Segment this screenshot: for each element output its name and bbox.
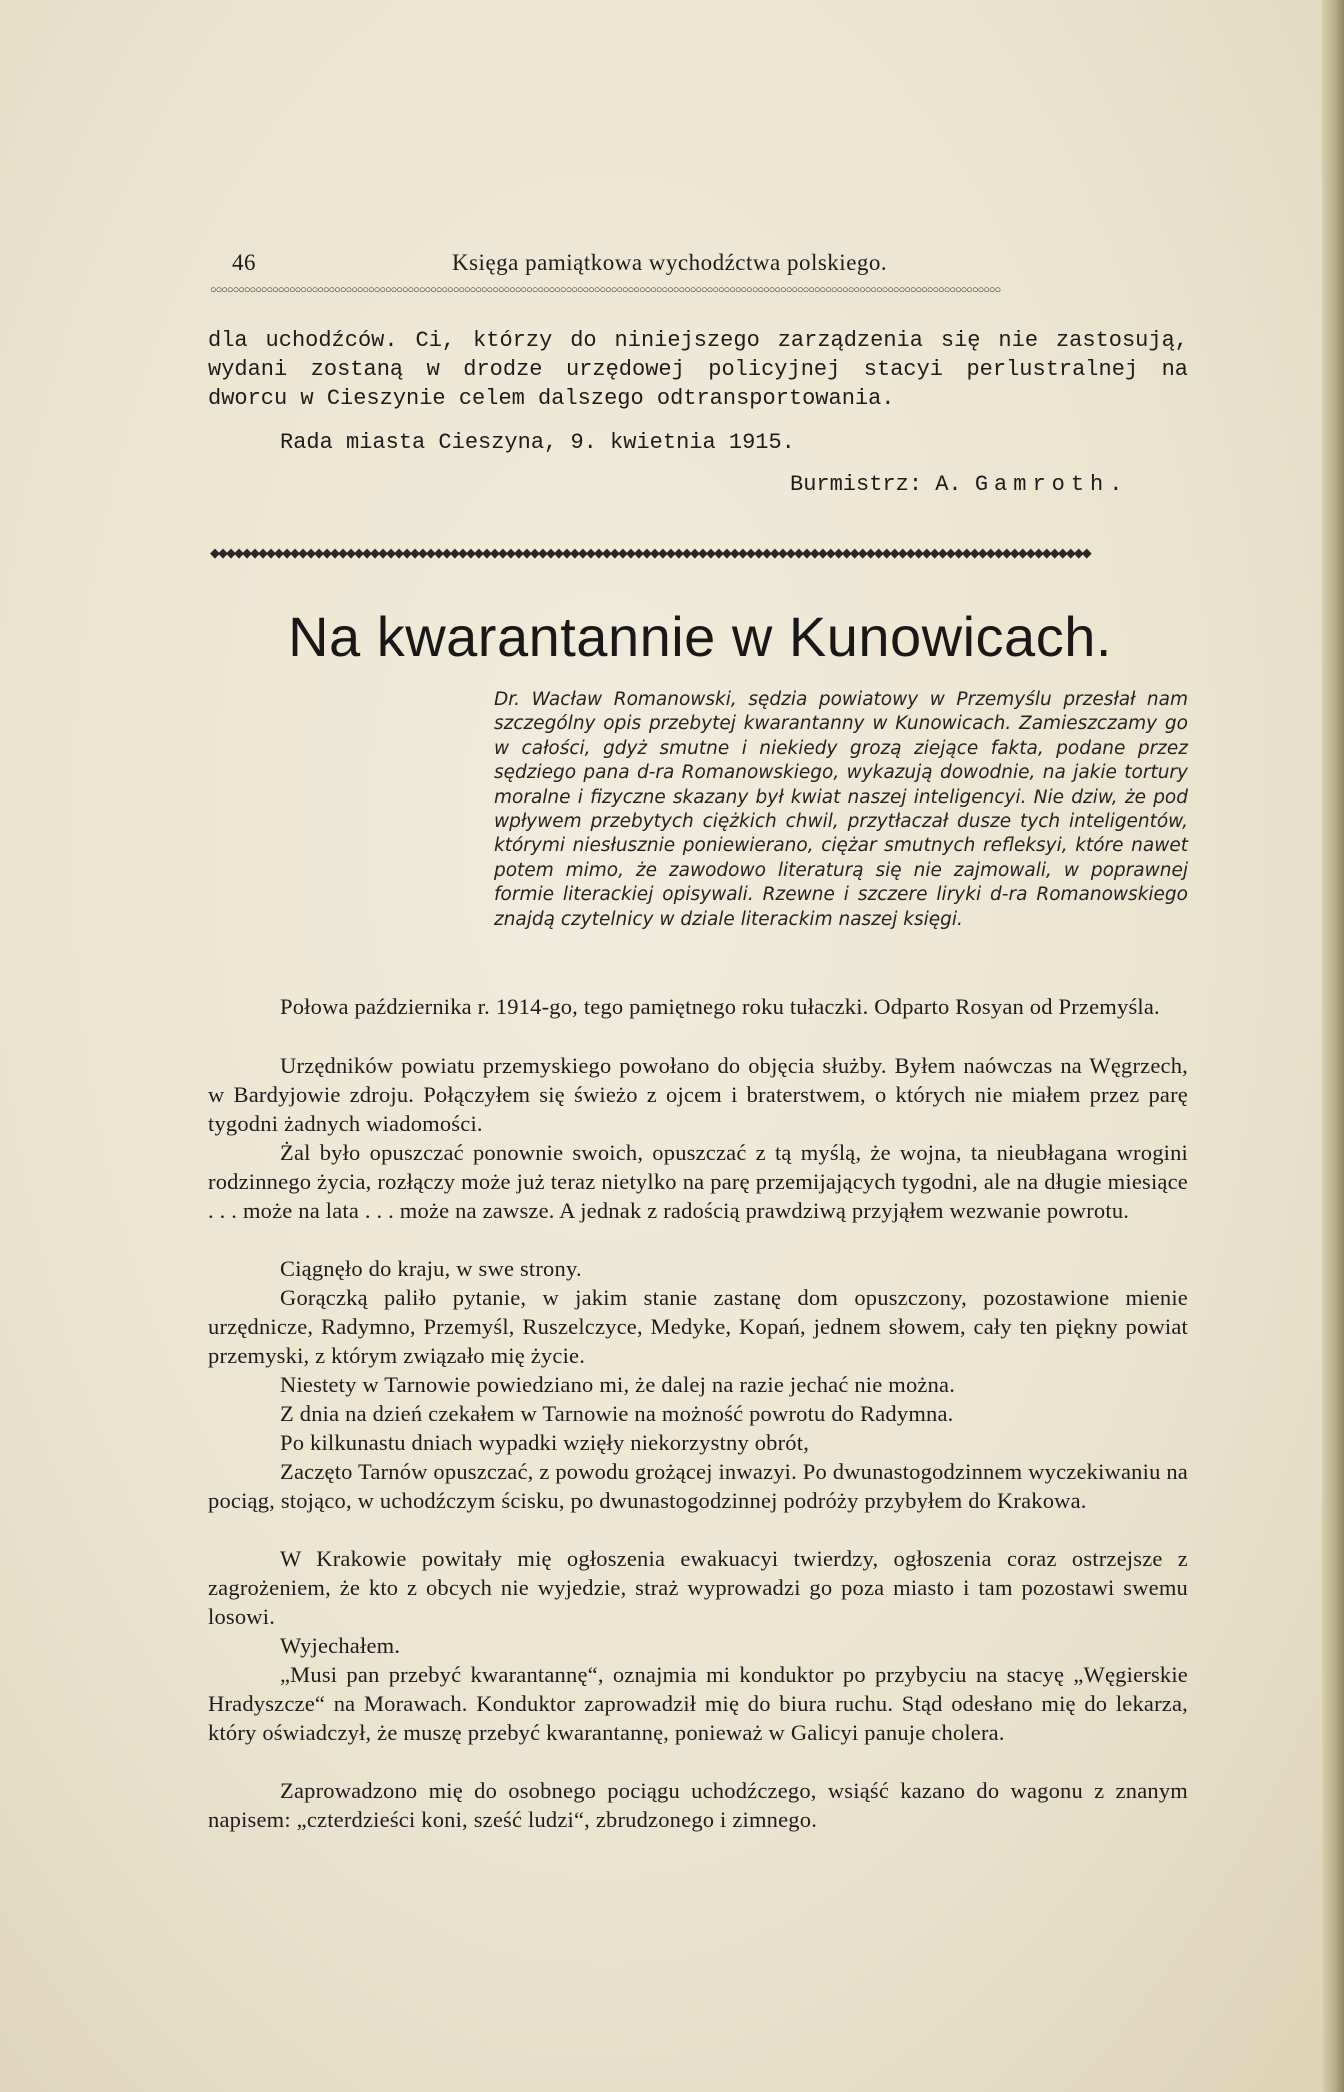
- mayor-signature: [790, 472, 1128, 497]
- body-paragraph: Połowa października r. 1914-go, tego pamiętnego roku tułaczki. Odparto Rosyan od Przemyśla.: [280, 994, 1160, 1019]
- running-title: Księga pamiątkowa wychodźctwa polskiego.: [452, 250, 888, 275]
- body-paragraph: Po kilkunastu dniach wypadki wzięły niekorzystny obrót,: [280, 1430, 810, 1455]
- body-paragraph: W Krakowie powitały mię ogłoszenia ewakuacyi twierdzy, ogłoszenia coraz ostrzejsze z zagrożeniem, że kto z obcych nie wyjedzie, straż wyprowadzi go poza miasto i tam pozostawi swemu losowi.: [208, 1546, 1188, 1630]
- article-title: Na kwarantannie w Kunowicach.: [288, 605, 1112, 668]
- body-paragraph: Z dnia na dzień czekałem w Tarnowie na możność powrotu do Radymna.: [280, 1401, 954, 1426]
- page-header: [232, 248, 1186, 282]
- body-paragraph: Żal było opuszczać ponownie swoich, opuszczać z tą myślą, że wojna, ta nieubłagana wrogini rodzinnego życia, rozłączy może już teraz nietylko na parę przemijających tygodni, ale na długie miesiące . . . może na lata . . . może na zawsze. A jednak z radością prawdziwą przyjąłem wezwanie powrotu.: [208, 1140, 1188, 1224]
- section-divider-rule: ◆◆◆◆◆◆◆◆◆◆◆◆◆◆◆◆◆◆◆◆◆◆◆◆◆◆◆◆◆◆◆◆◆◆◆◆◆◆◆◆◆◆◆◆◆◆◆◆◆◆◆◆◆◆◆◆◆◆◆◆◆◆◆◆◆◆◆◆◆◆◆◆◆◆◆◆◆◆◆◆◆◆◆◆◆◆◆◆◆◆◆◆◆◆◆◆◆◆◆◆◆◆◆◆◆◆◆◆◆◆: [210, 545, 1090, 560]
- council-line: Rada miasta Cieszyna, 9. kwietnia 1915.: [280, 430, 795, 455]
- body-paragraph: Niestety w Tarnowie powiedziano mi, że dalej na razie jechać nie można.: [280, 1372, 956, 1397]
- page-number: 46: [232, 250, 256, 275]
- body-paragraph: Gorączką paliło pytanie, w jakim stanie zastanę dom opuszczony, pozostawione mienie urzędnicze, Radymno, Przemyśl, Ruszelczyce, Medyke, Kopań, jednem słowem, cały ten piękny powiat przemyski, z którym związało mię życie.: [208, 1285, 1188, 1369]
- signature-label: Burmistrz: A.: [790, 472, 962, 497]
- signature-name: Gamroth.: [974, 472, 1129, 497]
- body-paragraph: Urzędników powiatu przemyskiego powołano do objęcia służby. Byłem naówczas na Węgrzech, w Bardyjowie zdroju. Połączyłem się świeżo z ojcem i braterstwem, o których nie miałem przez parę tygodni żadnych wiadomości.: [208, 1053, 1188, 1137]
- body-paragraph: „Musi pan przebyć kwarantannę“, oznajmia mi konduktor po przybyciu na stacyę „Węgierskie Hradyszcze“ na Morawach. Konduktor zaprowadził mię do biura ruchu. Stąd odesłano mię do lekarza, który oświadczył, że muszę przebyć kwarantannę, ponieważ w Galicyi panuje cholera.: [208, 1662, 1188, 1746]
- body-paragraph: Zaczęto Tarnów opuszczać, z powodu grożącej inwazyi. Po dwunastogodzinnem wyczekiwaniu na pociąg, stojąco, w uchodźczym ścisku, po dwunastogodzinnej podróży przybyłem do Krakowa.: [208, 1459, 1188, 1514]
- body-paragraph: Zaprowadzono mię do osobnego pociągu uchodźczego, wsiąść kazano do wagonu z znanym napisem: „czterdzieści koni, sześć ludzi“, zbrudzonego i zimnego.: [208, 1778, 1188, 1833]
- page-edge: [1322, 0, 1344, 2092]
- article-intro: Dr. Wacław Romanowski, sędzia powiatowy w Przemyślu przesłał nam szczególny opis przebytej kwarantanny w Kunowicach. Zamieszczamy go w całości, gdyż smutne i niekiedy grozą ziejące fakta, podane przez sędziego pana d-ra Romanowskiego, wykazują dowodnie, na jakie tortury moralne i fizyczne skazany był kwiat naszej inteligencyi. Nie dziw, że pod wpływem przebytych ciężkich chwil, przytłaczał dusze tych inteligentów, którymi niesłusznie poniewierano, ciężar smutnych refleksyi, które nawet potem mimo, że zawodowo literaturą się nie zajmowali, w poprawnej formie literackiej opisywali. Rzewne i szczere liryki d-ra Romanowskiego znajdą czytelnicy w dziale literackim naszej księgi.: [494, 689, 1188, 930]
- body-paragraph: Ciągnęło do kraju, w swe strony.: [280, 1256, 582, 1281]
- top-paragraph: dla uchodźców. Ci, którzy do niniejszego zarządzenia się nie zastosują, wydani zostaną w drodze urzędowej policyjnej stacyi perlustralnej na dworcu w Cieszynie celem dalszego odtransportowania.: [208, 328, 1188, 411]
- header-ornament-rule: ○○○○○○○○○○○○○○○○○○○○○○○○○○○○○○○○○○○○○○○○○○○○○○○○○○○○○○○○○○○○○○○○○○○○○○○○○○○○○○○○○○○○○○○○○○○○○○○○○○○○○○○○○○○○○○○○○○○○○○○○○○○○○○○○○○○○○○○○○○○○: [210, 284, 1001, 296]
- body-paragraph: Wyjechałem.: [280, 1633, 401, 1658]
